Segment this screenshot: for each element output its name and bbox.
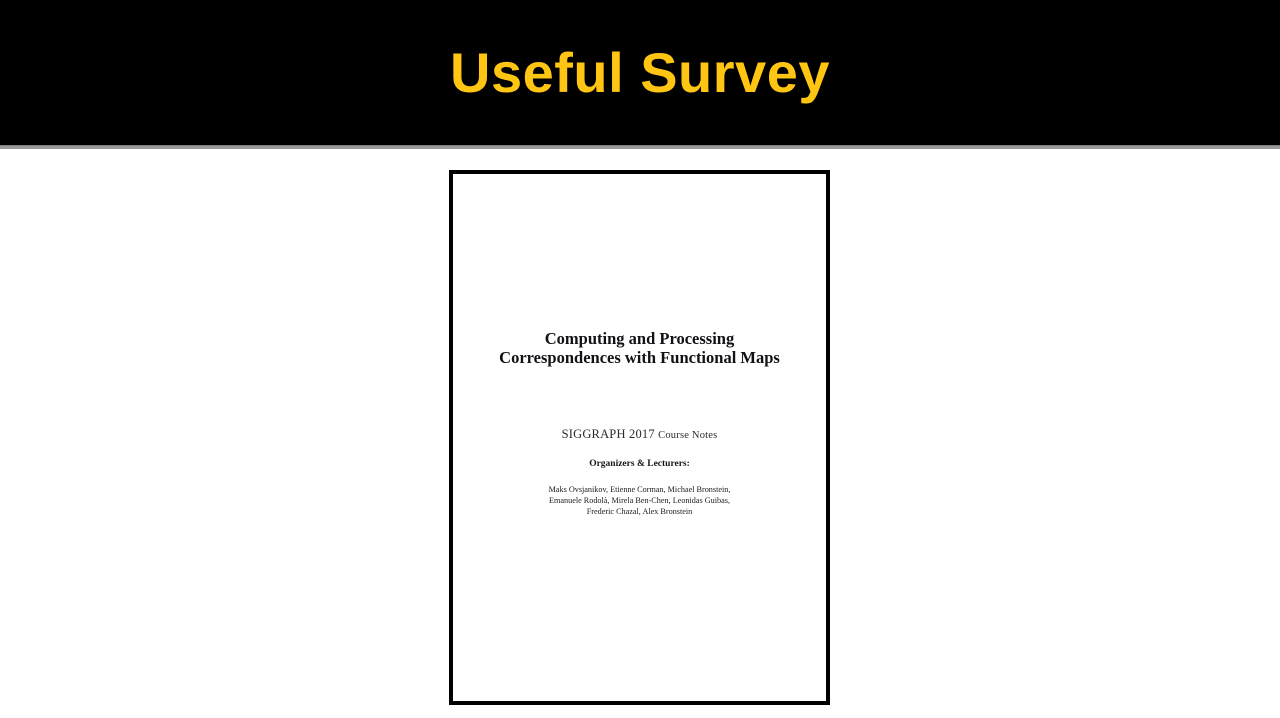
paper-author-line: Frederic Chazal, Alex Bronstein [586,507,693,517]
paper-venue [487,427,792,442]
paper-author-line: Emanuele Rodolà, Mirela Ben-Chen, Leonidas Guibas, [549,496,730,506]
paper-thumbnail[interactable] [449,170,830,705]
paper-authors [487,484,792,517]
paper-venue-prefix: SIGGRAPH 2017 [561,427,659,441]
paper-title: Computing and Processing Correspondences with Functional Maps [499,329,780,368]
paper-page [449,170,830,705]
paper-author-line: Maks Ovsjanikov, Etienne Corman, Michael Bronstein, [548,485,731,494]
slide-body [0,149,1280,718]
slide-header [0,0,1280,145]
page-title: Useful Survey [450,40,830,104]
paper-venue-subtitle: Course Notes [658,430,718,441]
paper-organizers-label: Organizers & Lecturers: [589,459,690,469]
